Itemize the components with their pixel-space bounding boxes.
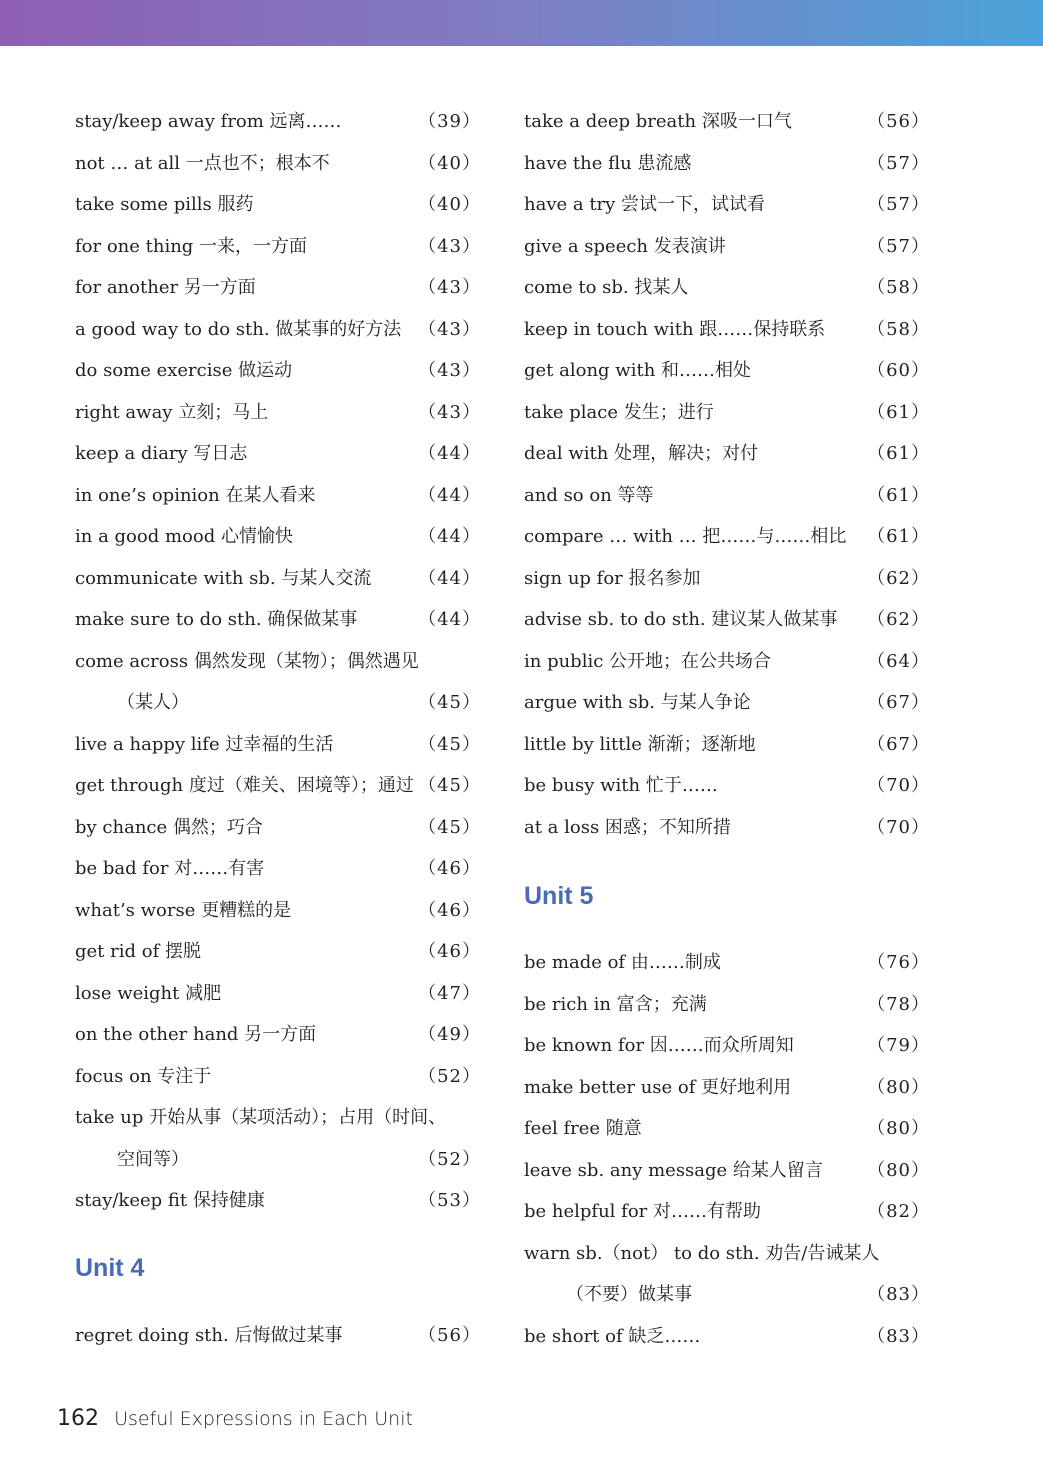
page-reference: （53） bbox=[418, 1190, 481, 1211]
expression-term: get rid of 摆脱 bbox=[75, 941, 201, 962]
expression-entry bbox=[524, 232, 930, 262]
expression-term: little by little 渐渐；逐渐地 bbox=[524, 733, 756, 755]
page-reference: （45） bbox=[418, 692, 481, 713]
page-reference: （58） bbox=[867, 277, 930, 298]
page-footer bbox=[57, 1404, 413, 1434]
page-reference: （46） bbox=[418, 858, 481, 879]
expression-term: at a loss 困惑；不知所措 bbox=[524, 816, 731, 838]
expression-term: regret doing sth. 后悔做过某事 bbox=[75, 1325, 343, 1346]
expression-term: deal with 处理，解决；对付 bbox=[524, 443, 759, 464]
expression-entry bbox=[75, 937, 481, 967]
expression-entry bbox=[524, 522, 930, 552]
expression-entry bbox=[524, 439, 930, 469]
expression-entry bbox=[75, 273, 481, 303]
page-reference: （76） bbox=[867, 952, 930, 973]
expression-term: give a speech 发表演讲 bbox=[524, 235, 726, 257]
page-reference: （62） bbox=[867, 567, 930, 589]
expression-entry bbox=[75, 854, 481, 884]
expression-entry bbox=[75, 522, 481, 552]
expression-entry bbox=[75, 730, 481, 760]
expression-term: come across 偶然发现（某物）；偶然遇见 bbox=[75, 650, 419, 672]
expression-entry bbox=[524, 481, 930, 511]
expression-entry bbox=[524, 1156, 930, 1186]
expression-term: in a good mood 心情愉快 bbox=[75, 526, 293, 547]
expression-entry bbox=[75, 605, 481, 635]
page-reference: （61） bbox=[867, 484, 930, 506]
top-gradient-bar bbox=[0, 0, 1043, 46]
page-reference: （45） bbox=[418, 775, 481, 796]
expression-term: in public 公开地；在公共场合 bbox=[524, 650, 772, 672]
page-reference: （83） bbox=[867, 1284, 930, 1305]
expression-entry bbox=[75, 439, 481, 469]
expression-term: focus on 专注于 bbox=[75, 1065, 212, 1087]
page-reference: （70） bbox=[867, 775, 930, 796]
expression-entry bbox=[75, 1321, 481, 1351]
page-reference: （43） bbox=[418, 277, 481, 298]
footer-title: Useful Expressions in Each Unit bbox=[114, 1408, 413, 1430]
page-reference: （46） bbox=[418, 899, 481, 921]
expression-term: come to sb. 找某人 bbox=[524, 277, 689, 298]
page-reference: （62） bbox=[867, 609, 930, 630]
page-reference: （43） bbox=[418, 235, 481, 257]
expression-entry bbox=[75, 398, 481, 428]
expression-entry bbox=[524, 273, 930, 303]
page-reference: （40） bbox=[418, 194, 481, 215]
page-reference: （45） bbox=[418, 733, 481, 755]
page-reference: （47） bbox=[418, 982, 481, 1004]
expression-term: be helpful for 对……有帮助 bbox=[524, 1201, 761, 1222]
page-reference: （83） bbox=[867, 1325, 930, 1347]
expression-entry bbox=[75, 979, 481, 1009]
expression-entry bbox=[524, 356, 930, 386]
expression-entry bbox=[524, 813, 930, 843]
page-reference: （44） bbox=[418, 443, 481, 464]
expression-entry bbox=[524, 1114, 930, 1144]
expression-entry bbox=[75, 190, 481, 220]
page-reference: （79） bbox=[867, 1035, 930, 1056]
page-reference: （67） bbox=[867, 733, 930, 755]
page-reference: （57） bbox=[867, 235, 930, 257]
expression-entry bbox=[524, 1239, 930, 1269]
expression-term: take a deep breath 深吸一口气 bbox=[524, 111, 792, 132]
page-reference: （70） bbox=[867, 816, 930, 838]
expression-term: make sure to do sth. 确保做某事 bbox=[75, 609, 358, 630]
page-reference: （61） bbox=[867, 526, 930, 547]
expression-entry bbox=[75, 896, 481, 926]
page-reference: （67） bbox=[867, 692, 930, 713]
expression-term: keep a diary 写日志 bbox=[75, 443, 248, 464]
expression-term: right away 立刻；马上 bbox=[75, 401, 269, 423]
expression-entry bbox=[75, 232, 481, 262]
expression-term: for one thing 一来，一方面 bbox=[75, 235, 308, 257]
expression-term: 空间等） bbox=[117, 1148, 189, 1170]
expression-entry bbox=[75, 356, 481, 386]
expression-entry bbox=[75, 1020, 481, 1050]
expression-term: （不要）做某事 bbox=[566, 1284, 692, 1305]
expression-entry bbox=[524, 948, 930, 978]
expression-entry bbox=[524, 190, 930, 220]
expression-term: be made of 由……制成 bbox=[524, 952, 721, 973]
expression-term: on the other hand 另一方面 bbox=[75, 1024, 317, 1045]
expression-entry bbox=[524, 1280, 930, 1310]
expression-term: leave sb. any message 给某人留言 bbox=[524, 1159, 823, 1181]
page-reference: （43） bbox=[418, 360, 481, 381]
page-reference: （44） bbox=[418, 567, 481, 589]
expression-term: be short of 缺乏…… bbox=[524, 1325, 701, 1347]
expression-entry bbox=[75, 1103, 481, 1133]
expression-term: sign up for 报名参加 bbox=[524, 567, 701, 589]
page-reference: （57） bbox=[867, 152, 930, 174]
expression-entry bbox=[524, 149, 930, 179]
expression-entry bbox=[75, 688, 481, 718]
expression-entry bbox=[524, 107, 930, 137]
expression-entry bbox=[75, 564, 481, 594]
page-reference: （61） bbox=[867, 443, 930, 464]
expression-term: do some exercise 做运动 bbox=[75, 360, 293, 381]
expression-term: live a happy life 过幸福的生活 bbox=[75, 733, 334, 755]
expression-term: have a try 尝试一下，试试看 bbox=[524, 194, 766, 215]
expression-entry bbox=[524, 1197, 930, 1227]
page-reference: （56） bbox=[418, 1325, 481, 1346]
expression-term: be bad for 对……有害 bbox=[75, 858, 265, 879]
expression-term: be known for 因……而众所周知 bbox=[524, 1035, 794, 1056]
page-reference: （44） bbox=[418, 484, 481, 506]
expression-entry bbox=[75, 1186, 481, 1216]
page-reference: （44） bbox=[418, 609, 481, 630]
expression-term: lose weight 减肥 bbox=[75, 982, 222, 1004]
expression-term: have the flu 患流感 bbox=[524, 152, 692, 174]
expression-entry bbox=[524, 990, 930, 1020]
unit-heading: Unit 5 bbox=[524, 882, 594, 910]
page-reference: （80） bbox=[867, 1118, 930, 1139]
page-reference: （52） bbox=[418, 1148, 481, 1170]
expression-term: get through 度过（难关、困境等）；通过 bbox=[75, 775, 414, 796]
expression-entry bbox=[75, 149, 481, 179]
expression-entry bbox=[75, 771, 481, 801]
expression-term: get along with 和……相处 bbox=[524, 360, 752, 381]
expression-term: be rich in 富含；充满 bbox=[524, 993, 707, 1015]
page-reference: （49） bbox=[418, 1024, 481, 1045]
expression-term: and so on 等等 bbox=[524, 484, 654, 506]
expression-entry bbox=[524, 771, 930, 801]
expression-term: in one’s opinion 在某人看来 bbox=[75, 484, 316, 506]
page-reference: （80） bbox=[867, 1076, 930, 1098]
expression-term: for another 另一方面 bbox=[75, 277, 256, 298]
page-reference: （64） bbox=[867, 650, 930, 672]
page-reference: （58） bbox=[867, 318, 930, 340]
expression-entry bbox=[75, 1145, 481, 1175]
page-reference: （57） bbox=[867, 194, 930, 215]
expression-term: by chance 偶然；巧合 bbox=[75, 816, 263, 838]
page-reference: （60） bbox=[867, 360, 930, 381]
expression-entry bbox=[524, 398, 930, 428]
expression-entry bbox=[75, 107, 481, 137]
expression-term: stay/keep away from 远离…… bbox=[75, 111, 342, 132]
expression-entry bbox=[524, 315, 930, 345]
expression-entry bbox=[75, 647, 481, 677]
page-reference: （80） bbox=[867, 1159, 930, 1181]
page-reference: （39） bbox=[418, 111, 481, 132]
expression-entry bbox=[524, 1322, 930, 1352]
expression-entry bbox=[524, 1073, 930, 1103]
page-reference: （56） bbox=[867, 111, 930, 132]
page-reference: （43） bbox=[418, 318, 481, 340]
expression-entry bbox=[524, 730, 930, 760]
page-reference: （45） bbox=[418, 816, 481, 838]
expression-entry bbox=[524, 564, 930, 594]
expression-term: compare … with … 把……与……相比 bbox=[524, 526, 847, 547]
expression-term: warn sb.（not） to do sth. 劝告/告诫某人 bbox=[524, 1242, 880, 1264]
expression-entry bbox=[524, 605, 930, 635]
page-reference: （61） bbox=[867, 401, 930, 423]
page-reference: （46） bbox=[418, 941, 481, 962]
expression-term: take place 发生；进行 bbox=[524, 401, 714, 423]
expression-term: a good way to do sth. 做某事的好方法 bbox=[75, 318, 402, 340]
page-reference: （52） bbox=[418, 1065, 481, 1087]
page-reference: （44） bbox=[418, 526, 481, 547]
expression-entry bbox=[524, 688, 930, 718]
expression-entry bbox=[75, 315, 481, 345]
expression-term: advise sb. to do sth. 建议某人做某事 bbox=[524, 609, 838, 630]
expression-entry bbox=[75, 481, 481, 511]
expression-term: stay/keep fit 保持健康 bbox=[75, 1190, 265, 1211]
expression-term: not … at all 一点也不；根本不 bbox=[75, 152, 330, 174]
expression-term: feel free 随意 bbox=[524, 1118, 642, 1139]
page-reference: （78） bbox=[867, 993, 930, 1015]
page-number: 162 bbox=[57, 1406, 99, 1431]
unit-heading: Unit 4 bbox=[75, 1254, 145, 1282]
expression-entry bbox=[75, 813, 481, 843]
page-reference: （82） bbox=[867, 1201, 930, 1222]
expression-term: be busy with 忙于…… bbox=[524, 775, 718, 796]
expression-entry bbox=[75, 1062, 481, 1092]
expression-entry bbox=[524, 647, 930, 677]
expression-term: argue with sb. 与某人争论 bbox=[524, 692, 751, 713]
expression-term: keep in touch with 跟……保持联系 bbox=[524, 318, 826, 340]
expression-term: take some pills 服药 bbox=[75, 194, 254, 215]
expression-term: take up 开始从事（某项活动）；占用（时间、 bbox=[75, 1107, 447, 1128]
expression-term: communicate with sb. 与某人交流 bbox=[75, 567, 372, 589]
page-reference: （43） bbox=[418, 401, 481, 423]
expression-term: what’s worse 更糟糕的是 bbox=[75, 899, 292, 921]
page-reference: （40） bbox=[418, 152, 481, 174]
expression-term: （某人） bbox=[117, 692, 189, 713]
expression-term: make better use of 更好地利用 bbox=[524, 1076, 792, 1098]
expression-entry bbox=[524, 1031, 930, 1061]
